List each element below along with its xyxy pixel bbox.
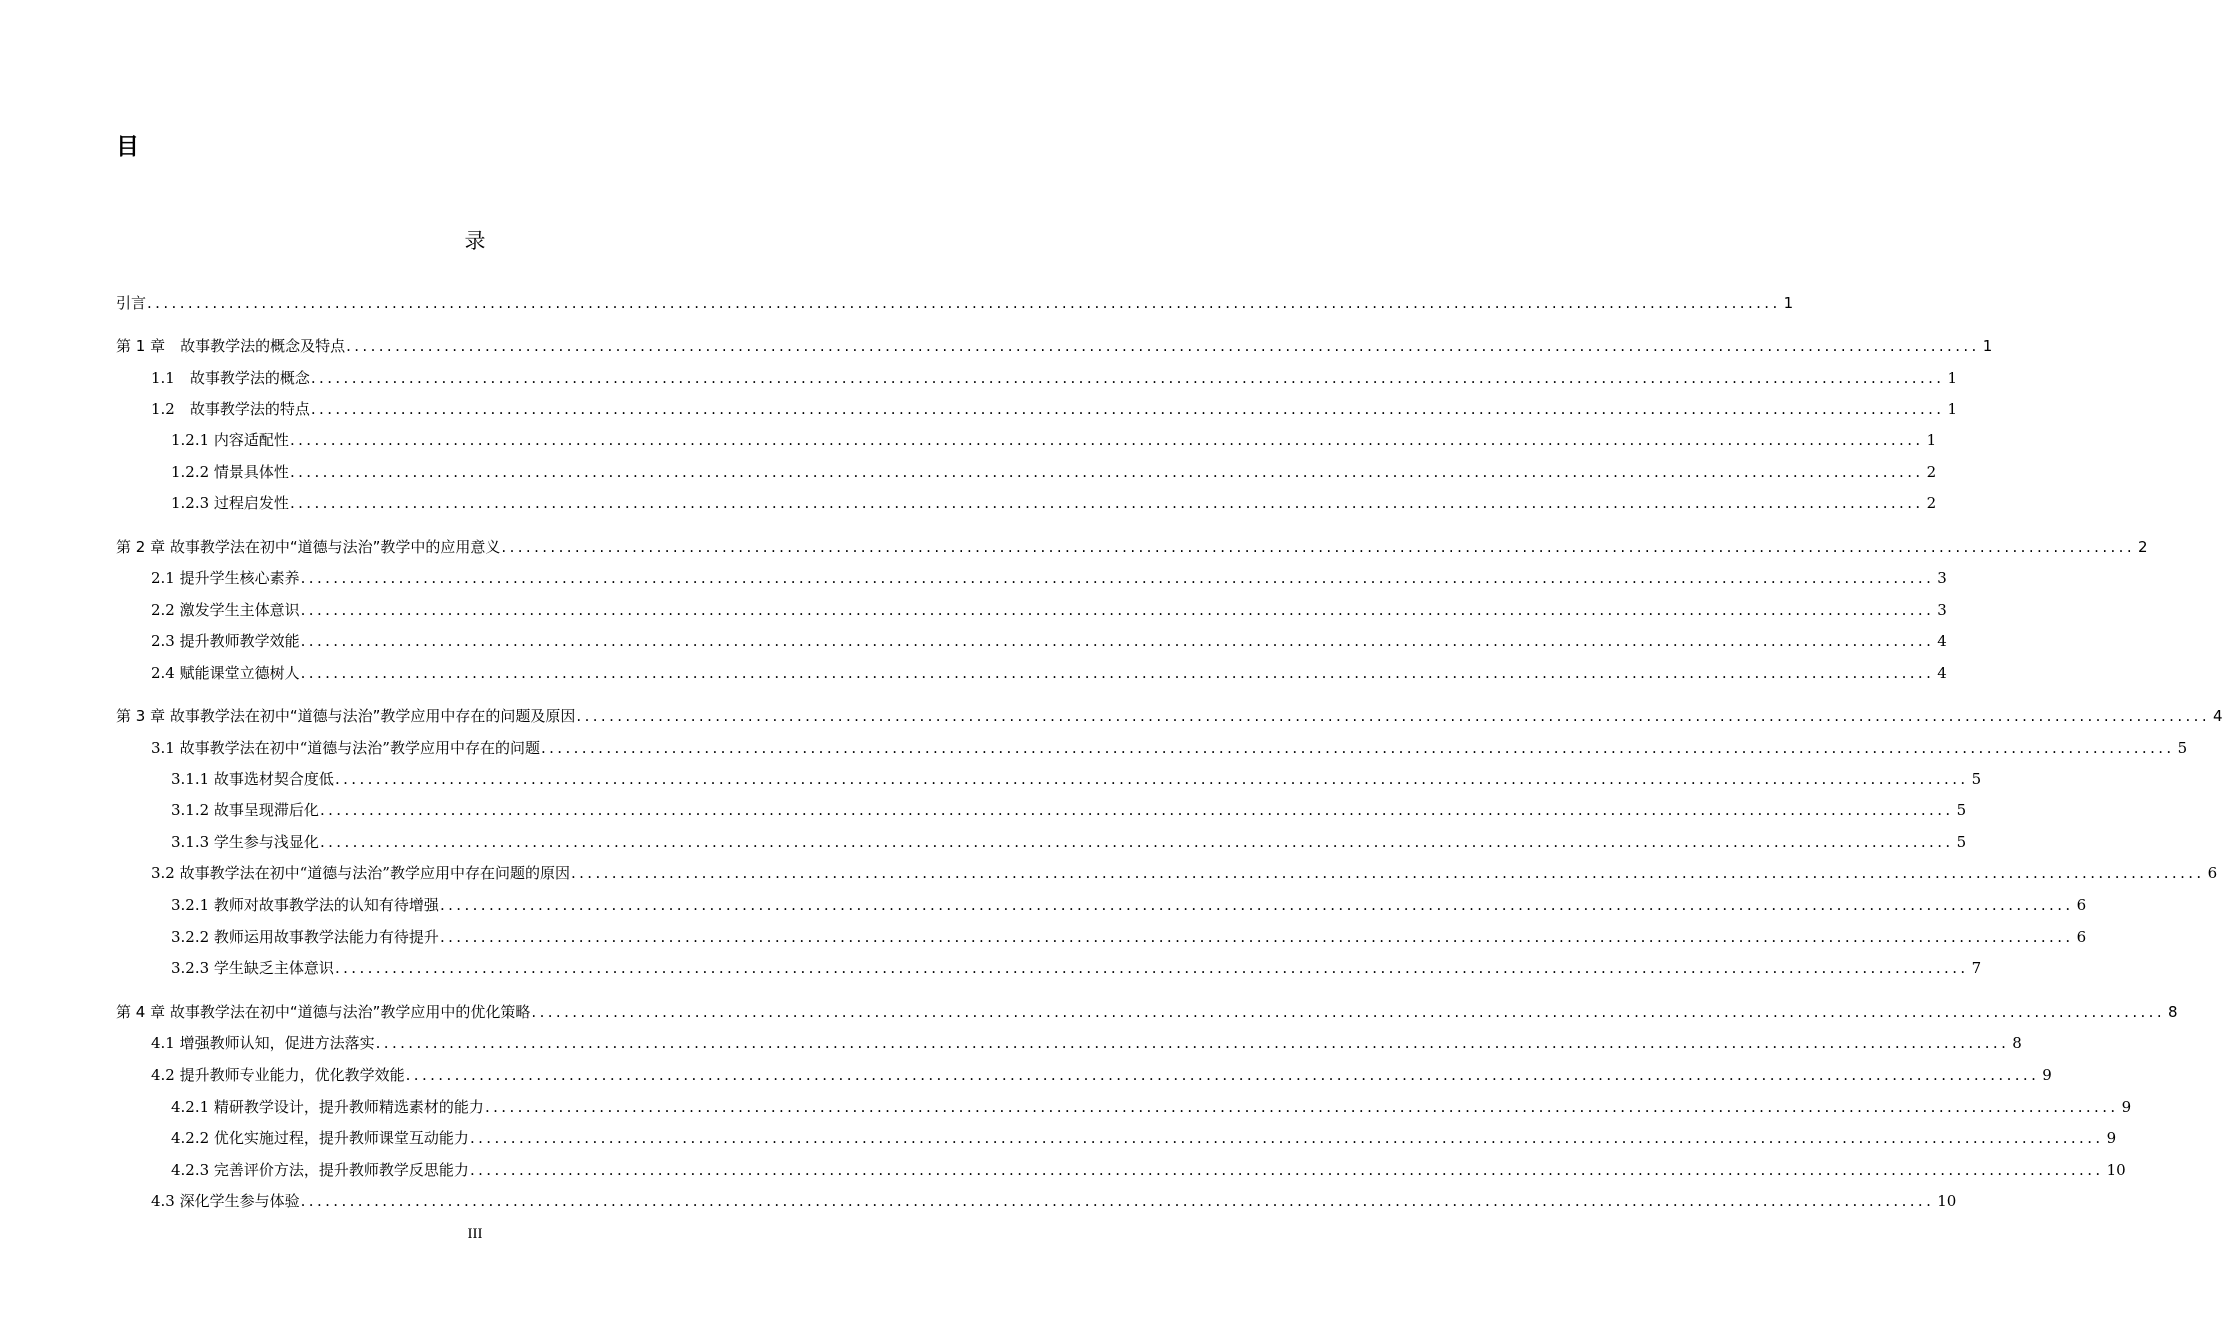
toc-entry-page: 4 bbox=[1937, 664, 1947, 682]
toc-entry-page: 2 bbox=[2138, 538, 2148, 556]
toc-entry[interactable] bbox=[171, 894, 2087, 918]
toc-leader-dots: ........................................................................................................................................................................................................ bbox=[289, 463, 1924, 481]
toc-leader-dots: ........................................................................................................................................................................................................ bbox=[346, 337, 1980, 355]
toc-entry-page: 8 bbox=[2012, 1034, 2022, 1052]
toc-entry-page: 6 bbox=[2076, 896, 2087, 914]
toc-entry[interactable] bbox=[151, 1032, 2022, 1056]
toc-entry-label: 2.2 激发学生主体意识 bbox=[151, 601, 300, 619]
toc-leader-dots: ........................................................................................................................................................................................................ bbox=[334, 959, 1969, 977]
toc-leader-dots: ........................................................................................................................................................................................................ bbox=[469, 1161, 2104, 1179]
toc-leader-dots: ........................................................................................................................................................................................................ bbox=[501, 538, 2136, 556]
toc-leader-dots: ........................................................................................................................................................................................................ bbox=[484, 1098, 2119, 1116]
toc-entry-label: 4.2.1 精研教学设计，提升教师精选素材的能力 bbox=[171, 1098, 484, 1116]
toc-entry[interactable] bbox=[116, 1001, 2178, 1025]
toc-entry-page: 7 bbox=[1971, 959, 1982, 977]
toc-entry-label: 2.1 提升学生核心素养 bbox=[151, 569, 300, 587]
toc-entry-label: 4.1 增强教师认知，促进方法落实 bbox=[151, 1034, 375, 1052]
toc-entry-page: 3 bbox=[1937, 601, 1947, 619]
toc-entry-label: 3.1.2 故事呈现滞后化 bbox=[171, 801, 319, 819]
toc-leader-dots: ........................................................................................................................................................................................................ bbox=[375, 1034, 2010, 1052]
toc-entry[interactable] bbox=[151, 567, 1947, 591]
toc-entry-label: 引言 bbox=[116, 294, 147, 312]
toc-entry-page: 6 bbox=[2207, 864, 2218, 882]
toc-entry-page: 3 bbox=[1937, 569, 1947, 587]
toc-entry-page: 1 bbox=[1982, 337, 1993, 355]
toc-leader-dots: ........................................................................................................................................................................................................ bbox=[300, 664, 1935, 682]
toc-entry[interactable] bbox=[151, 1190, 1957, 1214]
toc-entry[interactable] bbox=[151, 367, 1958, 391]
toc-leader-dots: ........................................................................................................................................................................................................ bbox=[300, 601, 1935, 619]
toc-entry[interactable] bbox=[171, 1159, 2126, 1183]
toc-leader-dots: ........................................................................................................................................................................................................ bbox=[289, 431, 1924, 449]
toc-entry[interactable] bbox=[151, 398, 1958, 422]
toc-entry[interactable] bbox=[151, 599, 1947, 623]
toc-leader-dots: ........................................................................................................................................................................................................ bbox=[570, 864, 2205, 882]
page-number: III bbox=[467, 1226, 483, 1242]
toc-entry-page: 5 bbox=[2177, 739, 2188, 757]
toc-entry-page: 1 bbox=[1947, 400, 1958, 418]
toc-title-part1: 目 bbox=[116, 134, 139, 160]
toc-leader-dots: ........................................................................................................................................................................................................ bbox=[439, 896, 2074, 914]
toc-entry-label: 3.2.3 学生缺乏主体意识 bbox=[171, 959, 334, 977]
toc-entry-label: 2.4 赋能课堂立德树人 bbox=[151, 664, 300, 682]
toc-entry-label: 第 3 章 故事教学法在初中“道德与法治”教学应用中存在的问题及原因 bbox=[116, 707, 576, 725]
toc-entry-label: 1.1 故事教学法的概念 bbox=[151, 369, 310, 387]
toc-entry[interactable] bbox=[171, 831, 1967, 855]
toc-entry-page: 1 bbox=[1783, 294, 1794, 312]
toc-entry-page: 4 bbox=[2213, 707, 2223, 725]
toc-entry-page: 9 bbox=[2121, 1098, 2132, 1116]
toc-entry-label: 4.2.3 完善评价方法，提升教师教学反思能力 bbox=[171, 1161, 469, 1179]
toc-entry-label: 4.3 深化学生参与体验 bbox=[151, 1192, 300, 1210]
toc-leader-dots: ........................................................................................................................................................................................................ bbox=[469, 1129, 2104, 1147]
toc-entry[interactable] bbox=[151, 662, 1947, 686]
toc-entry-label: 2.3 提升教师教学效能 bbox=[151, 632, 300, 650]
toc-leader-dots: ........................................................................................................................................................................................................ bbox=[300, 569, 1935, 587]
toc-entry-label: 3.2.2 教师运用故事教学法能力有待提升 bbox=[171, 928, 439, 946]
toc-entry-label: 3.2.1 教师对故事教学法的认知有待增强 bbox=[171, 896, 439, 914]
toc-entry-page: 2 bbox=[1926, 463, 1937, 481]
toc-leader-dots: ........................................................................................................................................................................................................ bbox=[540, 739, 2175, 757]
toc-entry[interactable] bbox=[116, 705, 2223, 729]
toc-entry[interactable] bbox=[151, 862, 2218, 886]
toc-entry-page: 10 bbox=[2106, 1161, 2126, 1179]
toc-entry-label: 1.2.1 内容适配性 bbox=[171, 431, 289, 449]
toc-entry[interactable] bbox=[116, 335, 1993, 359]
toc-leader-dots: ........................................................................................................................................................................................................ bbox=[289, 494, 1924, 512]
toc-entry[interactable] bbox=[171, 461, 1937, 485]
toc-title-part2: 录 bbox=[464, 229, 486, 253]
toc-entry-page: 9 bbox=[2106, 1129, 2117, 1147]
toc-entry-label: 3.2 故事教学法在初中“道德与法治”教学应用中存在问题的原因 bbox=[151, 864, 570, 882]
toc-entry-page: 5 bbox=[1956, 833, 1967, 851]
toc-leader-dots: ........................................................................................................................................................................................................ bbox=[334, 770, 1969, 788]
toc-entry[interactable] bbox=[151, 630, 1947, 654]
toc-entry[interactable] bbox=[171, 492, 1937, 516]
toc-entry-page: 9 bbox=[2042, 1066, 2052, 1084]
toc-leader-dots: ........................................................................................................................................................................................................ bbox=[439, 928, 2074, 946]
toc-leader-dots: ........................................................................................................................................................................................................ bbox=[405, 1066, 2040, 1084]
toc-entry[interactable] bbox=[116, 292, 1794, 316]
toc-entry[interactable] bbox=[171, 957, 1982, 981]
toc-leader-dots: ........................................................................................................................................................................................................ bbox=[531, 1003, 2166, 1021]
toc-entry-label: 第 4 章 故事教学法在初中“道德与法治”教学应用中的优化策略 bbox=[116, 1003, 531, 1021]
toc-leader-dots: ........................................................................................................................................................................................................ bbox=[319, 801, 1954, 819]
toc-entry-label: 1.2.2 情景具体性 bbox=[171, 463, 289, 481]
toc-entry-page: 1 bbox=[1947, 369, 1958, 387]
toc-entry-label: 第 2 章 故事教学法在初中“道德与法治”教学中的应用意义 bbox=[116, 538, 501, 556]
toc-leader-dots: ........................................................................................................................................................................................................ bbox=[300, 1192, 1935, 1210]
toc-entry[interactable] bbox=[171, 768, 1982, 792]
toc-entry-page: 4 bbox=[1937, 632, 1947, 650]
toc-entry-label: 4.2 提升教师专业能力，优化教学效能 bbox=[151, 1066, 405, 1084]
toc-entry-page: 1 bbox=[1926, 431, 1937, 449]
toc-entry[interactable] bbox=[171, 1096, 2132, 1120]
toc-entry-page: 5 bbox=[1971, 770, 1982, 788]
toc-entry-label: 4.2.2 优化实施过程，提升教师课堂互动能力 bbox=[171, 1129, 469, 1147]
toc-leader-dots: ........................................................................................................................................................................................................ bbox=[310, 400, 1945, 418]
toc-leader-dots: ........................................................................................................................................................................................................ bbox=[310, 369, 1945, 387]
toc-entry[interactable] bbox=[171, 926, 2087, 950]
toc-entry-page: 5 bbox=[1956, 801, 1967, 819]
toc-leader-dots: ........................................................................................................................................................................................................ bbox=[319, 833, 1954, 851]
toc-entry-label: 3.1 故事教学法在初中“道德与法治”教学应用中存在的问题 bbox=[151, 739, 540, 757]
toc-entry[interactable] bbox=[116, 536, 2148, 560]
toc-entry-label: 3.1.3 学生参与浅显化 bbox=[171, 833, 319, 851]
toc-entry-label: 第 1 章 故事教学法的概念及特点 bbox=[116, 337, 346, 355]
toc-entry[interactable] bbox=[171, 1127, 2117, 1151]
toc-entry[interactable] bbox=[151, 1064, 2052, 1088]
toc-entry[interactable] bbox=[151, 737, 2188, 761]
toc-leader-dots: ........................................................................................................................................................................................................ bbox=[576, 707, 2211, 725]
toc-entry-page: 8 bbox=[2168, 1003, 2178, 1021]
toc-entry-label: 1.2 故事教学法的特点 bbox=[151, 400, 310, 418]
toc-entry-label: 1.2.3 过程启发性 bbox=[171, 494, 289, 512]
toc-entry-label: 3.1.1 故事选材契合度低 bbox=[171, 770, 334, 788]
toc-entry-page: 2 bbox=[1926, 494, 1937, 512]
toc-leader-dots: ........................................................................................................................................................................................................ bbox=[300, 632, 1935, 650]
toc-entry[interactable] bbox=[171, 429, 1937, 453]
toc-leader-dots: ........................................................................................................................................................................................................ bbox=[147, 294, 1781, 312]
toc-entry-page: 10 bbox=[1937, 1192, 1957, 1210]
toc-entry[interactable] bbox=[171, 799, 1967, 823]
toc-entry-page: 6 bbox=[2076, 928, 2087, 946]
